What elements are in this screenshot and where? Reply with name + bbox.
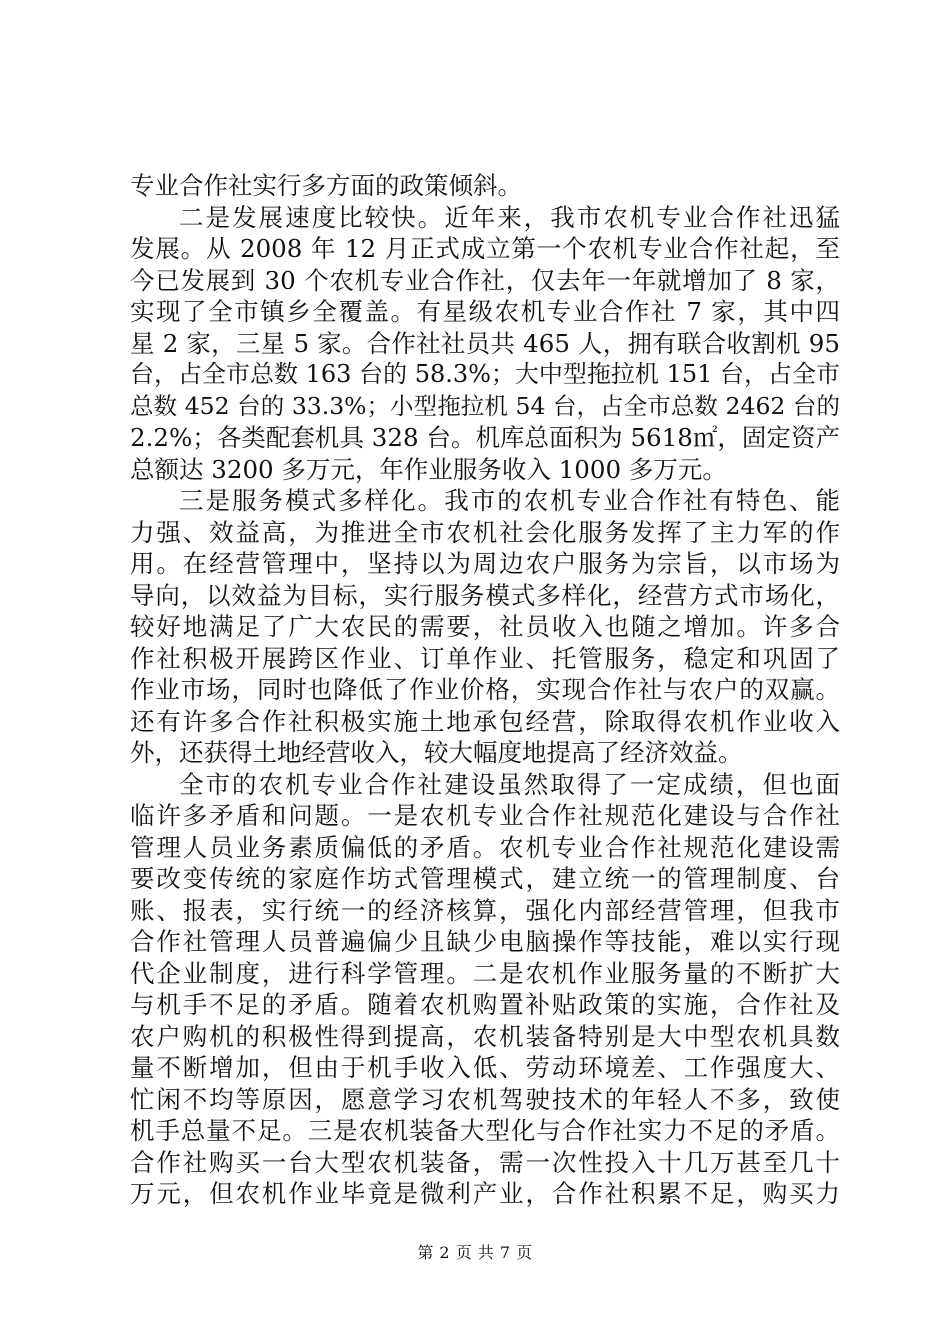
- text-line: 二是发展速度比较快。近年来，我市农机专业合作社迅猛: [179, 202, 840, 232]
- text-line: 临许多矛盾和问题。一是农机专业合作社规范化建设与合作社: [130, 801, 840, 830]
- text-line: 作社积极开展跨区作业、订单作业、托管服务，稳定和巩固了: [130, 643, 840, 673]
- text-line: 管理人员业务素质偏低的矛盾。农机专业合作社规范化建设需: [130, 832, 840, 862]
- text-line: 合作社购买一台大型农机装备，需一次性投入十几万甚至几十: [130, 1147, 840, 1177]
- text-line: 三是服务模式多样化。我市的农机专业合作社有特色、能: [179, 486, 840, 515]
- text-line: 全市的农机专业合作社建设虽然取得了一定成绩，但也面: [179, 769, 840, 799]
- text-line: 今已发展到 30 个农机专业合作社，仅去年一年就增加了 8 家，: [130, 265, 840, 295]
- text-line: 外，还获得土地经营收入，较大幅度地提高了经济效益。: [130, 738, 743, 767]
- text-line: 力强、效益高，为推进全市农机社会化服务发挥了主力军的作: [130, 517, 840, 547]
- text-line: 较好地满足了广大农民的需要，社员收入也随之增加。许多合: [130, 612, 840, 641]
- text-line: 导向，以效益为目标，实行服务模式多样化，经营方式市场化，: [130, 580, 840, 610]
- text-line: 作业市场，同时也降低了作业价格，实现合作社与农户的双赢。: [130, 675, 840, 704]
- text-line: 发展。从 2008 年 12 月正式成立第一个农机专业合作社起，至: [130, 234, 840, 263]
- text-line: 忙闲不均等原因，愿意学习农机驾驶技术的年轻人不多，致使: [130, 1084, 840, 1114]
- text-line: 星 2 家，三星 5 家。合作社社员共 465 人，拥有联合收割机 95: [130, 328, 840, 358]
- text-line: 农户购机的积极性得到提高，农机装备特别是大中型农机具数: [130, 1021, 840, 1051]
- text-line: 要改变传统的家庭作坊式管理模式，建立统一的管理制度、台: [130, 864, 840, 893]
- text-line: 账、报表，实行统一的经济核算，强化内部经营管理，但我市: [130, 895, 840, 925]
- text-line: 2.2%；各类配套机具 328 台。机库总面积为 5618㎡，固定资产: [130, 423, 840, 452]
- page-number-footer: 第 2 页 共 7 页: [417, 1243, 533, 1262]
- text-line: 总数 452 台的 33.3%；小型拖拉机 54 台，占全市总数 2462 台的: [130, 391, 840, 420]
- text-line: 总额达 3200 多万元，年作业服务收入 1000 多万元。: [130, 454, 727, 484]
- text-line: 与机手不足的矛盾。随着农机购置补贴政策的实施，合作社及: [130, 990, 840, 1019]
- document-body: [130, 170, 840, 1210]
- text-line: 万元，但农机作业毕竟是微利产业，合作社积累不足，购买力: [130, 1179, 840, 1208]
- text-line: 专业合作社实行多方面的政策倾斜。: [130, 171, 522, 200]
- text-line: 用。在经营管理中，坚持以为周边农户服务为宗旨，以市场为: [130, 549, 840, 578]
- text-line: 机手总量不足。三是农机装备大型化与合作社实力不足的矛盾。: [130, 1116, 840, 1145]
- text-line: 合作社管理人员普遍偏少且缺少电脑操作等技能，难以实行现: [130, 927, 840, 956]
- text-line: 实现了全市镇乡全覆盖。有星级农机专业合作社 7 家，其中四: [130, 297, 840, 326]
- text-line: 代企业制度，进行科学管理。二是农机作业服务量的不断扩大: [130, 958, 840, 988]
- text-line: 还有许多合作社积极实施土地承包经营，除取得农机作业收入: [130, 706, 840, 736]
- text-line: 台，占全市总数 163 台的 58.3%；大中型拖拉机 151 台，占全市: [130, 360, 841, 388]
- text-line: 量不断增加，但由于机手收入低、劳动环境差、工作强度大、: [130, 1053, 840, 1082]
